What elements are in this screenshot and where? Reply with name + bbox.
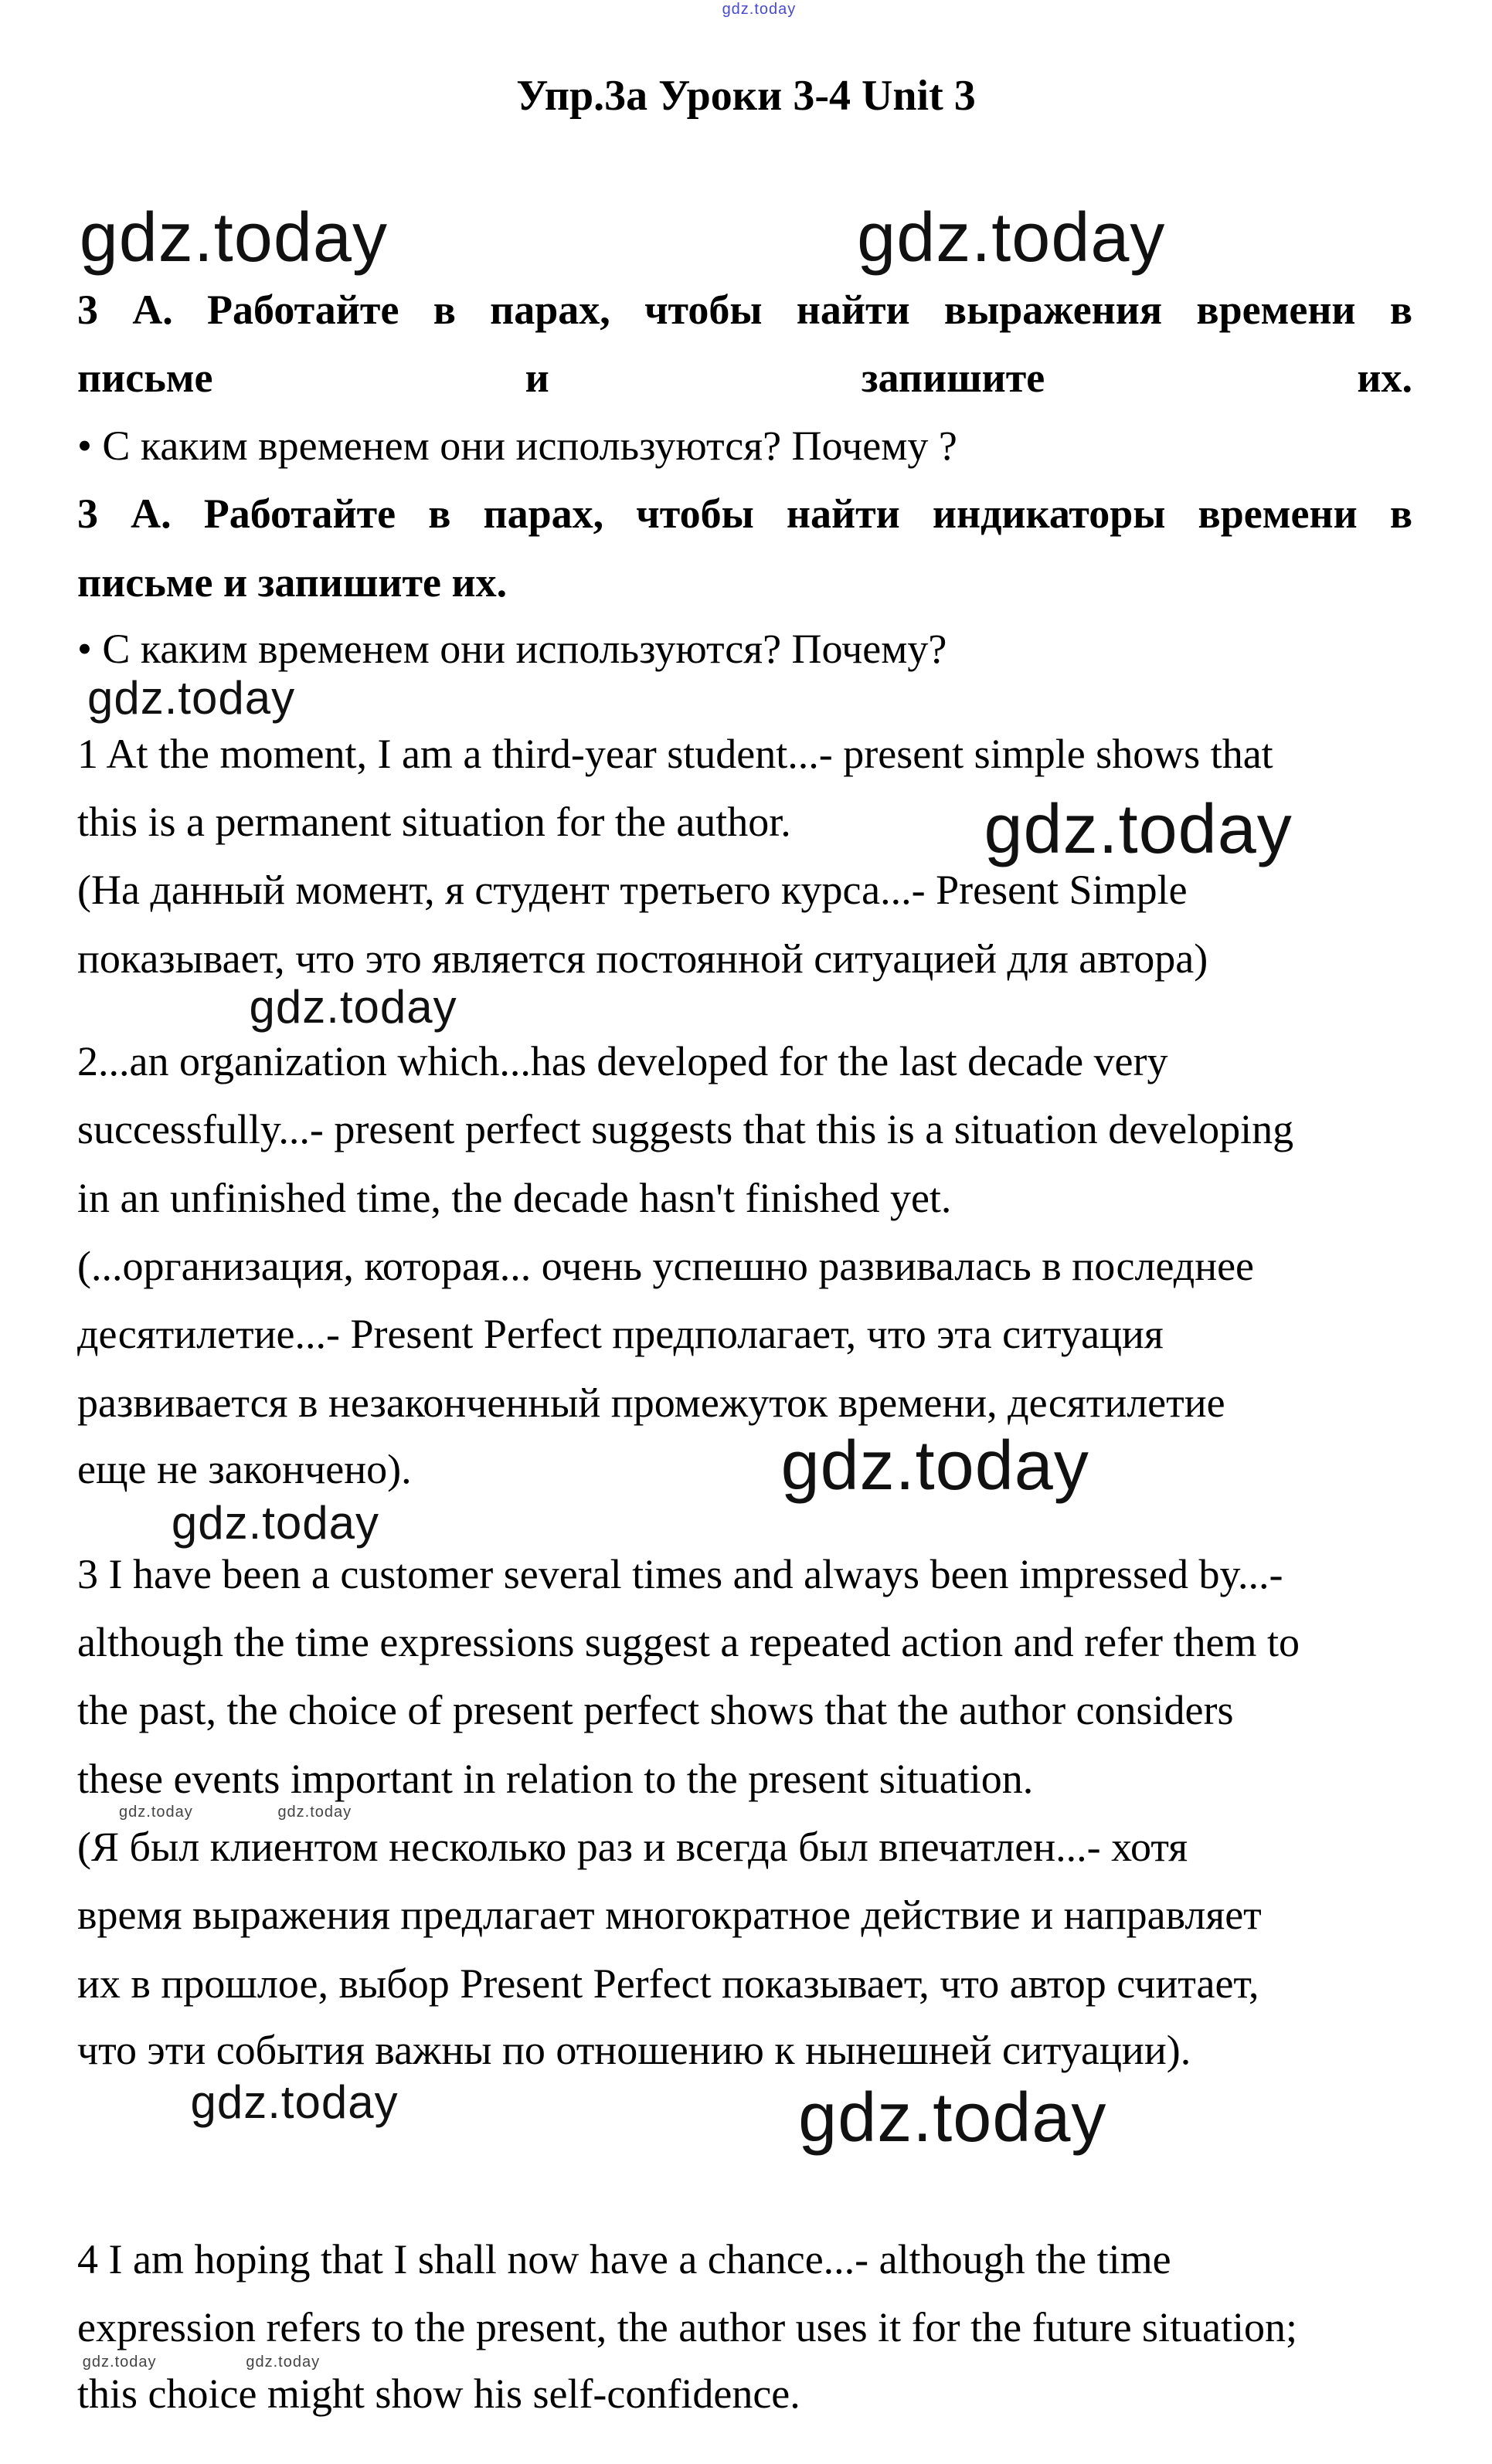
text-line: successfully...- present perfect suggests that this is a situation developing (77, 1106, 1294, 1153)
watermark: gdz.today (119, 1803, 193, 1821)
text-line: время выражения предлагает многократное действие и направляет (77, 1892, 1262, 1939)
text-line: the past, the choice of present perfect shows that the author considers (77, 1687, 1234, 1734)
watermark: gdz.today (171, 1496, 380, 1549)
text-line: письме и запишите их. (77, 354, 1412, 401)
text-line: 1 At the moment, I am a third-year student...- present simple shows that (77, 730, 1273, 777)
text-line: this is a permanent situation for the author. (77, 798, 791, 845)
text-line: еще не закончено). (77, 1446, 412, 1492)
text-line: this choice might show his self-confidence. (77, 2371, 800, 2418)
text-line: письме и запишите их. (77, 558, 508, 606)
watermark: gdz.today (82, 2354, 157, 2371)
text-line: их в прошлое, выбор Present Perfect показывает, что автор считает, (77, 1960, 1259, 2007)
text-line: (...организация, которая... очень успешно развивалась в последнее (77, 1243, 1255, 1290)
text-line: 3 А. Работайте в парах, чтобы найти индикаторы времени в (77, 490, 1412, 538)
watermark: gdz.today (798, 2079, 1107, 2157)
watermark: gdz.today (780, 1427, 1089, 1505)
watermark: gdz.today (190, 2075, 399, 2128)
text-line: что эти события важны по отношению к нынешней ситуации). (77, 2026, 1191, 2073)
watermark: gdz.today (722, 1, 797, 19)
text-line: десятилетие...- Present Perfect предполагает, что эта ситуация (77, 1311, 1164, 1358)
text-line: показывает, что это является постоянной ситуацией для автора) (77, 935, 1208, 982)
text-line: in an unfinished time, the decade hasn't finished yet. (77, 1174, 952, 1221)
text-line: 4 I am hoping that I shall now have a chance...- although the time (77, 2235, 1171, 2282)
watermark: gdz.today (277, 1803, 352, 1821)
text-line: (Я был клиентом несколько раз и всегда был впечатлен...- хотя (77, 1823, 1188, 1870)
text-line: развивается в незаконченный промежуток времени, десятилетие (77, 1379, 1225, 1426)
watermark: gdz.today (79, 199, 388, 277)
watermark: gdz.today (984, 791, 1293, 869)
watermark: gdz.today (87, 671, 296, 724)
text-line: 3 А. Работайте в парах, чтобы найти выражения времени в (77, 286, 1412, 333)
text-line: expression refers to the present, the author uses it for the future situation; (77, 2304, 1298, 2351)
watermark: gdz.today (857, 199, 1166, 277)
text-line: • С каким временем они используются? Почему ? (77, 423, 957, 470)
text-line: although the time expressions suggest a repeated action and refer them to (77, 1618, 1300, 1665)
watermark: gdz.today (249, 981, 457, 1033)
text-line: • С каким временем они используются? Почему? (77, 626, 947, 673)
text-line: 2...an organization which...has developed for the last decade very (77, 1038, 1168, 1085)
page-title: Упр.3а Уроки 3-4 Unit 3 (516, 72, 976, 120)
text-line: 3 I have been a customer several times and always been impressed by...- (77, 1550, 1283, 1597)
watermark: gdz.today (246, 2354, 321, 2371)
text-line: (На данный момент, я студент третьего курса...- Present Simple (77, 867, 1188, 914)
text-line: these events important in relation to the present situation. (77, 1755, 1034, 1802)
